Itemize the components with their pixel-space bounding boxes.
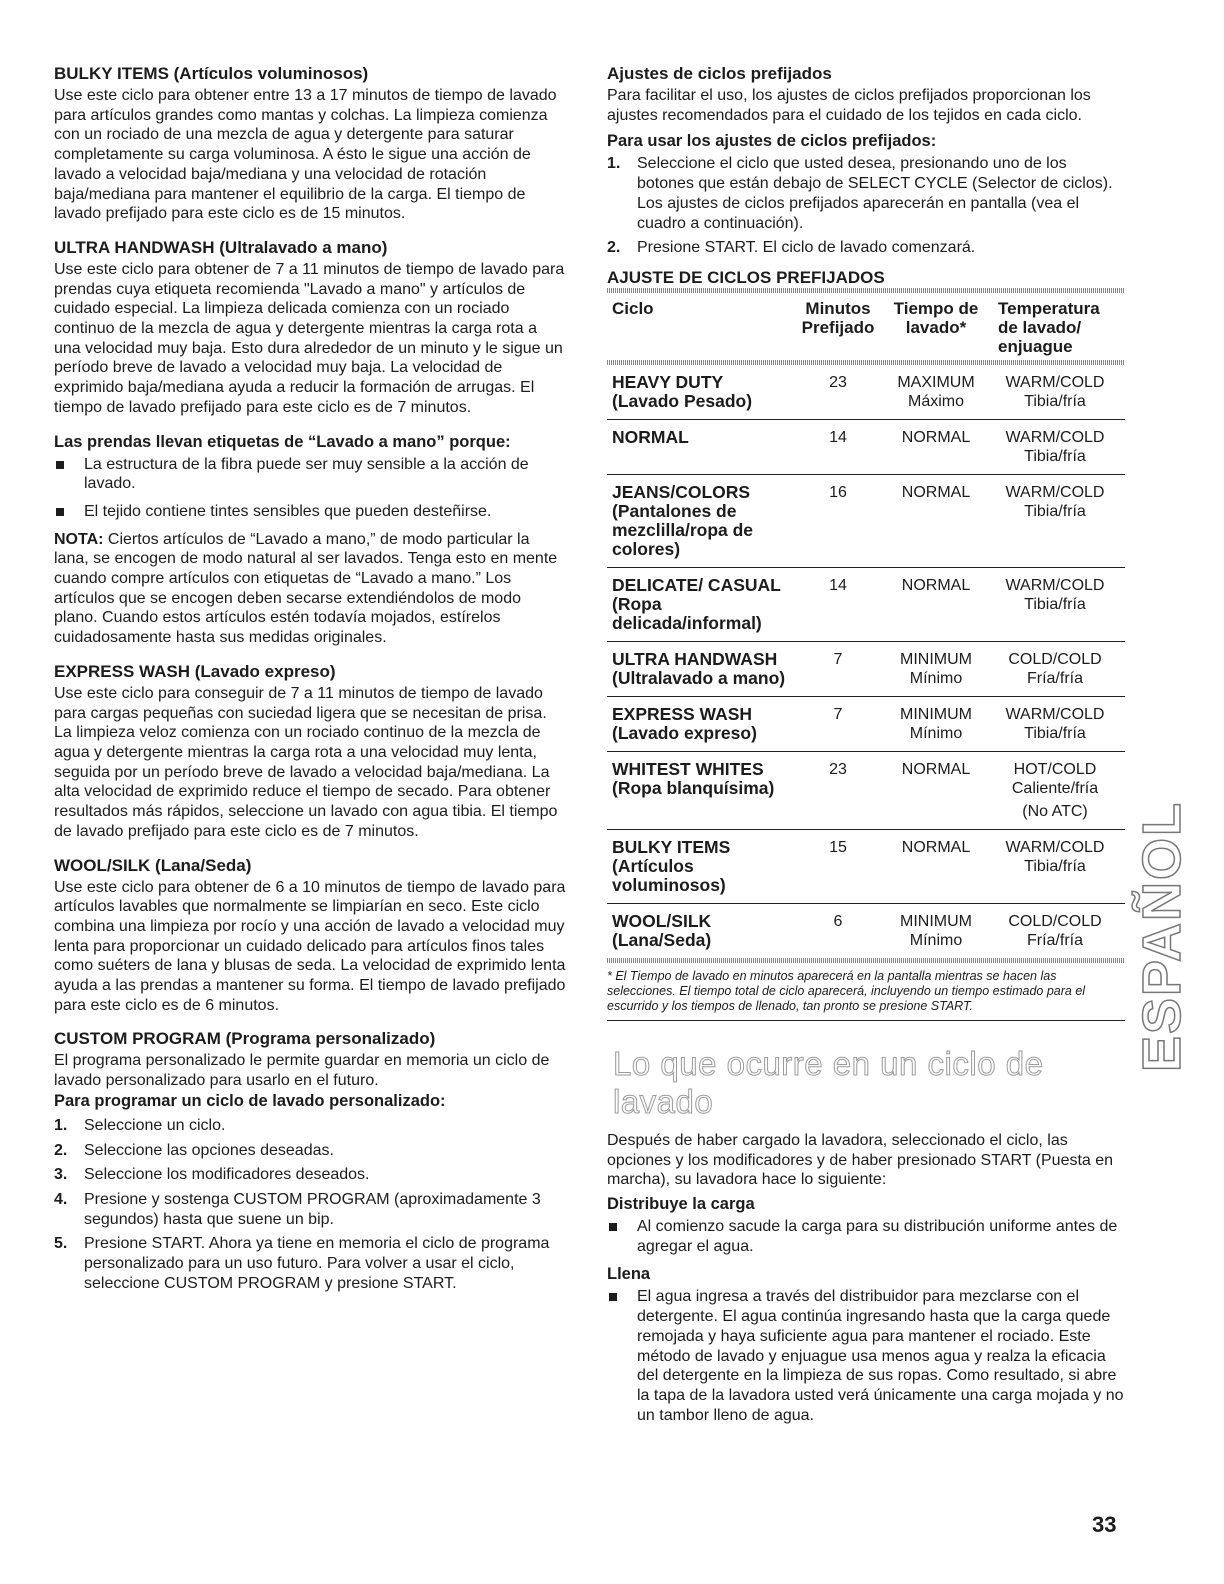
table-divider [607,958,1125,963]
table-row [607,365,1125,420]
cell-cycle: WHITEST WHITES (Ropa blanquísima) [612,758,775,798]
table-row [607,420,1125,475]
cell-cycle: EXPRESS WASH (Lavado expreso) [612,703,757,743]
table-header [607,293,1125,360]
table-row [607,568,1125,642]
handwash-labels-title: Las prendas llevan etiquetas de “Lavado a mano” porque: [54,432,511,451]
list-item: 5. Presione START. Ahora ya tiene en memoria el ciclo de programa personalizado para un uso futuro. Para volver a usar el ciclo, seleccione CUSTOM PROGRAM y presione START. [54,1235,550,1292]
express-body: Use este ciclo para conseguir de 7 a 11 minutos de tiempo de lavado para cargas pequeñas con suciedad ligera que se necesitan de prisa. La limpieza veloz comienza con un rociado continuo de la mezcla de agua y detergente mientras la carga rota a una velocidad muy lenta, seguida por un período breve de lavado a velocidad baja/mediana. La alta velocidad de exprimido reduce el tiempo de secado. Para obtener resultados más rápidos, seleccione un lavado con agua tibia. El tiempo de lavado prefijado para este ciclo es de 7 minutos. [54,684,558,840]
custom-body: El programa personalizado le permite guardar en memoria un ciclo de lavado personalizado para usarlo en el futuro. [54,1052,550,1090]
page-number: 33 [1092,1512,1117,1537]
fill-list [607,1287,1125,1425]
custom-title: CUSTOM PROGRAM (Programa personalizado) [54,1029,436,1049]
header-tiempo: Tiempo de lavado* [893,298,979,337]
cell-temperature: WARM/COLD Tibia/fría [1005,373,1105,410]
left-column [54,64,568,1307]
nota-text: NOTA: Ciertos artículos de “Lavado a mano,” de modo particular la lana, se encogen de modo natural al ser lavados. Tenga esto en mente cuando compre artículos con etiquetas de “Lavado a mano.” Los artículos que se encogen deben secarse extendiéndolos de modo plano. Cuando estos artículos estén todavía mojados, estírelos cuidadosamente hasta sus medidas originales. [54,530,558,647]
cell-time: MINIMUM Mínimo [900,912,972,949]
table-row [607,752,1125,830]
header-temperatura: Temperatura de lavado/ enjuague [998,298,1100,356]
bullet-icon [56,508,64,516]
cell-minutes: 14 [829,428,847,446]
ultra-handwash-body: Use este ciclo para obtener de 7 a 11 minutos de tiempo de lavado para prendas cuya etiqueta recomienda "Lavado a mano" y artículos de cuidado especial. La limpieza delicada comienza con un rociado continuo de la mezcla de agua y detergente mientras la carga rota a una velocidad muy baja. Esto dura alrededor de un minuto y le sigue un período breve de lavado a velocidad muy baja. La velocidad de exprimido baja/mediana ayuda a reducir la formación de arrugas. El tiempo de lavado prefijado para este ciclo es de 7 minutos. [54,260,565,416]
right-column [607,64,1125,1433]
cell-minutes: 16 [829,483,847,501]
cell-minutes: 6 [833,912,843,930]
distribute-title: Distribuye la carga [607,1195,755,1214]
cell-time: NORMAL [901,760,971,778]
cell-time: MINIMUM Mínimo [900,650,972,687]
express-title: EXPRESS WASH (Lavado expreso) [54,661,336,681]
cell-temperature: COLD/COLD Fría/fría [1008,650,1102,687]
preset-steps [607,154,1125,258]
custom-section [54,1029,568,1293]
table-row [607,642,1125,697]
cell-cycle: ULTRA HANDWASH (Ultralavado a mano) [612,648,786,688]
cycle-heading: Lo que ocurre en un ciclo de lavado [613,1044,1044,1120]
header-minutos: Minutos Prefijado [801,298,875,337]
list-item: El agua ingresa a través del distribuidor para mezclarse con el detergente. El agua continúa ingresando hasta que la carga quede remojada y haya suficiente agua para mantener el rociado. Este método de lavado y enjuague usa menos agua y realza la eficacia del detergente en la limpieza de sus ropas. Como resultado, si abre la tapa de la lavadora usted verá únicamente una carga mojada y no un tambor lleno de agua. [607,1287,1125,1425]
bulky-title: BULKY ITEMS (Artículos voluminosos) [54,64,369,83]
custom-steps [54,1116,568,1294]
list-item: 4. Presione y sostenga CUSTOM PROGRAM (aproximadamente 3 segundos) hasta que suene un bip. [54,1190,541,1228]
wool-section [54,856,568,1016]
bulky-body: Use este ciclo para obtener entre 13 a 17 minutos de tiempo de lavado para artículos grandes como mantas y colchas. La limpieza comienza con un rociado de una mezcla de agua y detergente para saturar completamente su carga voluminosa. A ésto le sigue una acción de lavado a velocidad baja/mediana y una velocidad de rotación baja/mediana para mantener el equilibrio de la carga. El tiempo de lavado prefijado para este ciclo es de 15 minutos. [54,87,557,223]
cell-time: MAXIMUM Máximo [897,373,975,410]
list-item: 2. Presione START. El ciclo de lavado comenzará. [607,239,976,257]
nota-section [54,530,568,648]
cell-temperature: WARM/COLD Tibia/fría [1005,838,1105,875]
cell-minutes: 7 [833,650,843,668]
bullet-icon [609,1293,617,1301]
cell-cycle: HEAVY DUTY (Lavado Pesado) [612,371,753,411]
wool-title: WOOL/SILK (Lana/Seda) [54,855,252,875]
cell-minutes: 14 [829,576,847,594]
cell-cycle: JEANS/COLORS (Pantalones de mezclilla/ropa de colores) [612,481,754,559]
table-footnote: * El Tiempo de lavado en minutos aparecerá en la pantalla mientras se hacen las selecciones. El tiempo total de ciclo aparecerá, incluyendo un tiempo estimado para el escurrido y los tiempos de llenado, tan pronto se presione START. [607,969,1125,1021]
cell-time: NORMAL [901,483,971,501]
handwash-labels-section [54,432,568,522]
language-side-tab: ESPAÑOL [1132,801,1192,1073]
cell-temperature: COLD/COLD Fría/fría [1008,912,1102,949]
list-item: 3. Seleccione los modificadores deseados. [54,1166,370,1184]
bulky-section [54,64,568,224]
list-item: 2. Seleccione las opciones deseadas. [54,1141,334,1159]
ultra-handwash-title: ULTRA HANDWASH (Ultralavado a mano) [54,237,388,257]
table-row [607,830,1125,904]
cell-minutes: 23 [829,373,847,391]
cell-time: MINIMUM Mínimo [900,705,972,742]
list-item: 1. Seleccione el ciclo que usted desea, presionando uno de los botones que están debajo de SELECT CYCLE (Selector de ciclos). Los ajustes de ciclos prefijados aparecerán en pantalla (vea el cuadro a continuación). [607,155,1113,232]
preset-title: Ajustes de ciclos prefijados [607,64,832,83]
cell-temperature: HOT/COLD Caliente/fría (No ATC) [1011,760,1099,820]
cell-cycle: NORMAL [612,426,689,447]
custom-subtitle: Para programar un ciclo de lavado personalizado: [54,1091,446,1110]
cell-temperature: WARM/COLD Tibia/fría [1005,705,1105,742]
list-item: 1. Seleccione un ciclo. [54,1116,226,1134]
bullet-icon [56,461,64,469]
table-body [607,365,1125,958]
table-title: AJUSTE DE CICLOS PREFIJADOS [607,267,885,287]
cycle-intro: Después de haber cargado la lavadora, seleccionado el ciclo, las opciones y los modificadores y de haber presionado START (Puesta en marcha), su lavadora hace lo siguiente: [607,1131,1114,1189]
ultra-handwash-section [54,238,568,418]
express-section [54,662,568,842]
cell-minutes: 7 [833,705,843,723]
cell-minutes: 15 [829,838,847,856]
cell-temperature: WARM/COLD Tibia/fría [1005,428,1105,465]
cell-time: NORMAL [901,576,971,594]
table-row [607,697,1125,752]
cell-temperature: WARM/COLD Tibia/fría [1005,576,1105,613]
preset-body: Para facilitar el uso, los ajustes de ciclos prefijados proporcionan los ajustes recomendados para el cuidado de los tejidos en cada ciclo. [607,87,1091,124]
wool-body: Use este ciclo para obtener de 6 a 10 minutos de tiempo de lavado para artículos lavables que normalmente se limpiarían en seco. Este ciclo combina una limpieza por rocío y una acción de lavado a velocidad muy lenta para proporcionar un cuidado delicado para artículos finos tales como suéters de lana y blusas de seda. La velocidad de exprimido lenta ayuda a las prendas a mantener su forma. El tiempo de lavado prefijado para este ciclo es de 6 minutos. [54,878,566,1014]
cell-cycle: BULKY ITEMS (Artículos voluminosos) [612,836,731,895]
cell-cycle: WOOL/SILK (Lana/Seda) [612,910,712,950]
cell-temperature: WARM/COLD Tibia/fría [1005,483,1105,520]
table-row [607,904,1125,958]
list-item: La estructura de la fibra puede ser muy sensible a la acción de lavado. [54,455,568,494]
distribute-list [607,1217,1125,1256]
bullet-icon [609,1223,617,1231]
table-row [607,475,1125,568]
handwash-labels-list [54,455,568,522]
list-item: El tejido contiene tintes sensibles que pueden desteñirse. [54,502,568,522]
preset-subtitle: Para usar los ajustes de ciclos prefijados: [607,132,937,151]
list-item: Al comienzo sacude la carga para su distribución uniforme antes de agregar el agua. [607,1217,1125,1256]
cell-minutes: 23 [829,760,847,778]
fill-title: Llena [607,1265,651,1284]
preset-table [607,268,1125,1021]
cell-time: NORMAL [901,428,971,446]
cell-cycle: DELICATE/ CASUAL (Ropa delicada/informal) [612,574,781,633]
header-ciclo: Ciclo [612,298,654,318]
preset-section [607,64,1125,258]
cell-time: NORMAL [901,838,971,856]
